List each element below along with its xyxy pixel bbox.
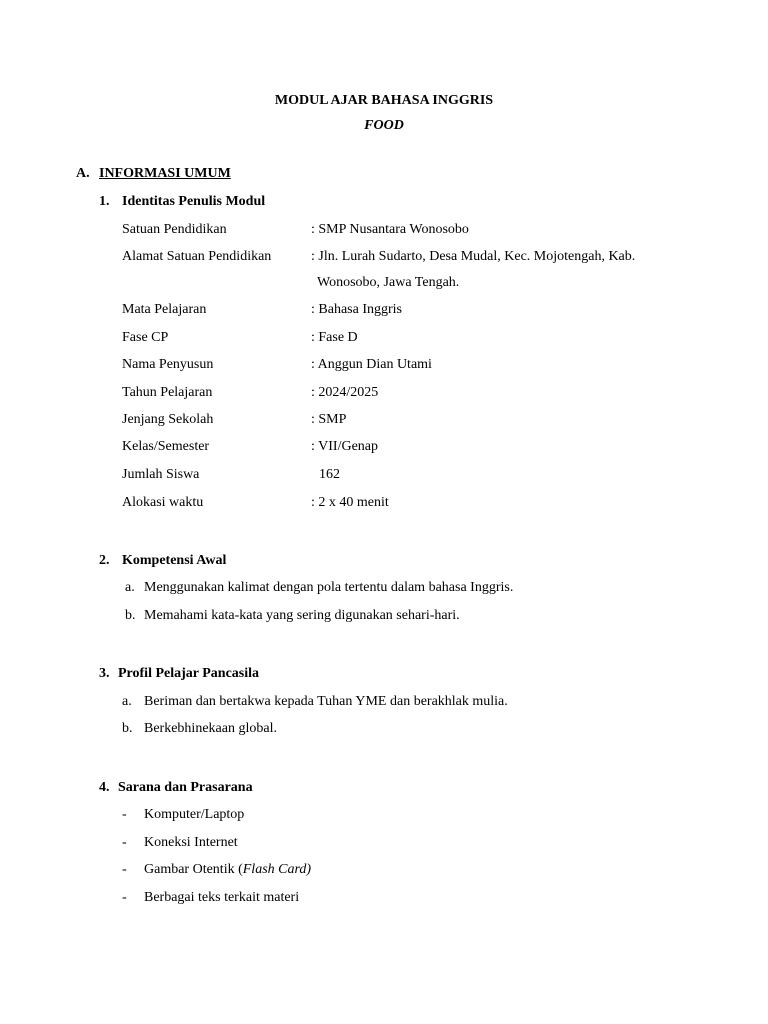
list-item: Beriman dan bertakwa kepada Tuhan YME dan berakhlak mulia. — [144, 694, 508, 709]
row-label: Alokasi waktu — [122, 495, 204, 510]
row-label: Tahun Pelajaran — [122, 385, 213, 400]
list-marker: b. — [122, 721, 133, 736]
row-value: : 2 x 40 menit — [311, 495, 389, 510]
list-item — [144, 861, 311, 878]
row-value: : VII/Genap — [311, 439, 378, 454]
list-marker: - — [122, 807, 127, 822]
row-label: Jenjang Sekolah — [122, 412, 214, 427]
list-item: Koneksi Internet — [144, 835, 238, 850]
row-value: 162 — [319, 467, 340, 482]
profil-heading: Profil Pelajar Pancasila — [118, 666, 260, 681]
row-value: : Anggun Dian Utami — [311, 357, 432, 372]
row-label: Fase CP — [122, 330, 169, 345]
row-label: Jumlah Siswa — [122, 467, 200, 482]
list-item-text: Gambar Otentik ( — [144, 862, 243, 877]
sarana-number: 4. — [99, 780, 110, 795]
kompetensi-heading: Kompetensi Awal — [122, 553, 227, 568]
row-label: Alamat Satuan Pendidikan — [122, 249, 272, 264]
list-item: Menggunakan kalimat dengan pola tertentu dalam bahasa Inggris. — [144, 580, 514, 595]
row-value: : SMP — [311, 412, 347, 427]
row-label: Nama Penyusun — [122, 357, 214, 372]
row-value: : Jln. Lurah Sudarto, Desa Mudal, Kec. Mojotengah, Kab. — [311, 249, 636, 264]
section-a-marker: A. — [76, 166, 90, 181]
row-label: Kelas/Semester — [122, 439, 210, 454]
row-value: : SMP Nusantara Wonosobo — [311, 222, 469, 237]
list-item-italic: Flash Card) — [242, 862, 312, 877]
section-a-heading: INFORMASI UMUM — [99, 166, 231, 181]
list-item: Komputer/Laptop — [144, 807, 245, 822]
list-marker: a. — [125, 580, 135, 595]
row-label: Mata Pelajaran — [122, 302, 207, 317]
identitas-number: 1. — [99, 194, 110, 209]
row-value: : Fase D — [311, 330, 358, 345]
sarana-heading: Sarana dan Prasarana — [118, 780, 253, 795]
list-marker: b. — [125, 608, 136, 623]
list-item: Memahami kata-kata yang sering digunakan sehari-hari. — [144, 608, 460, 623]
list-marker: a. — [122, 694, 132, 709]
list-marker: - — [122, 835, 127, 850]
kompetensi-number: 2. — [99, 553, 110, 568]
row-value: : Bahasa Inggris — [311, 302, 402, 317]
row-value-continuation: Wonosobo, Jawa Tengah. — [317, 275, 460, 290]
document-subtitle: FOOD — [364, 118, 404, 133]
document-title: MODUL AJAR BAHASA INGGRIS — [274, 93, 494, 108]
list-marker: - — [122, 862, 127, 877]
row-value: : 2024/2025 — [311, 385, 379, 400]
list-marker: - — [122, 890, 127, 905]
profil-number: 3. — [99, 666, 110, 681]
identitas-heading: Identitas Penulis Modul — [122, 194, 266, 209]
list-item: Berkebhinekaan global. — [144, 721, 277, 736]
list-item: Berbagai teks terkait materi — [144, 890, 300, 905]
row-label: Satuan Pendidikan — [122, 222, 227, 237]
